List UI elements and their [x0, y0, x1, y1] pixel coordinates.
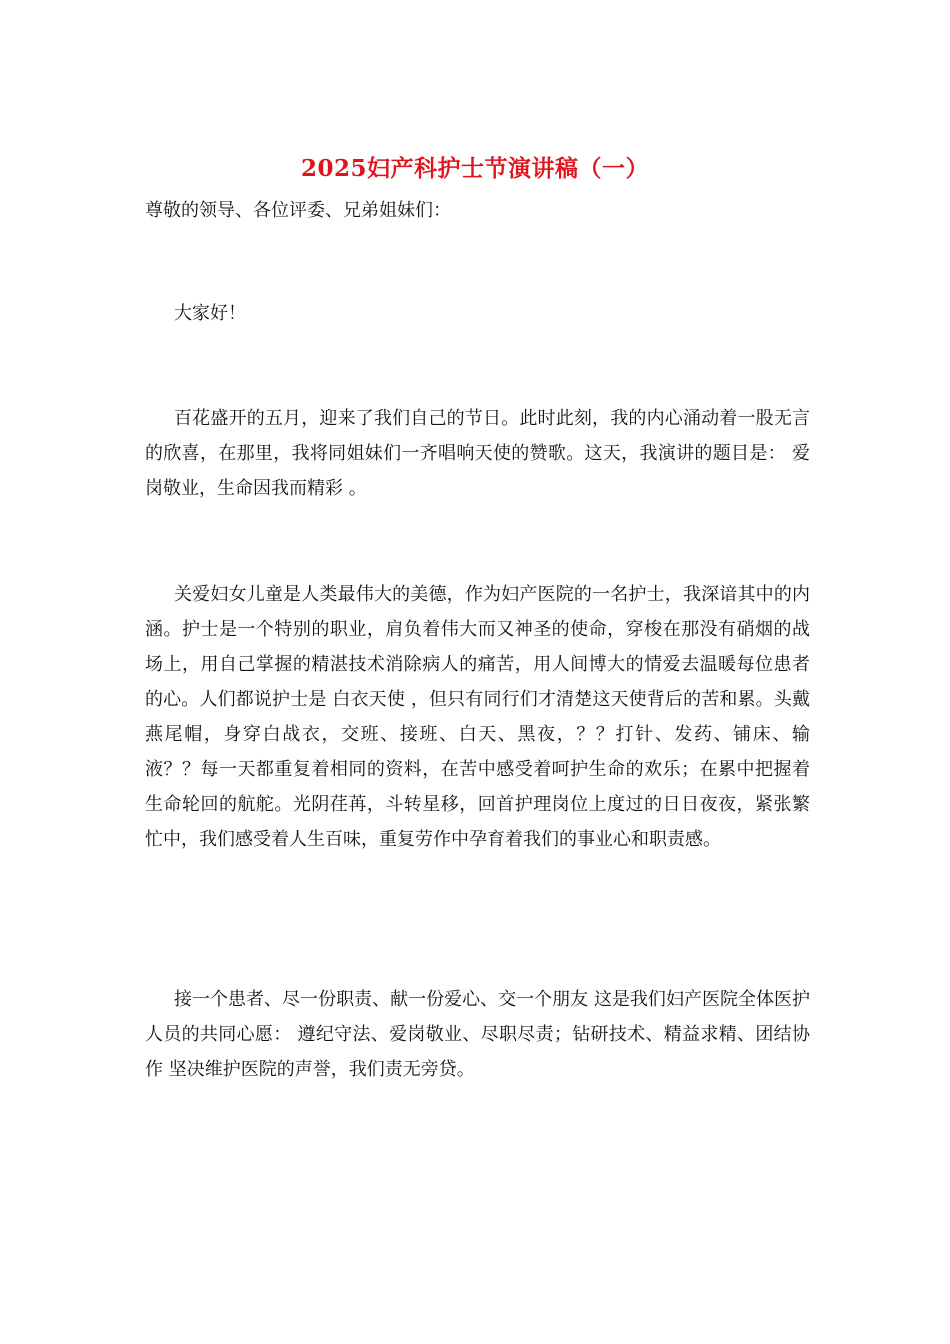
paragraph-2: 关爱妇女儿童是人类最伟大的美德，作为妇产医院的一名护士，我深谙其中的内涵。护士是一个特别的职业，肩负着伟大而又神圣的使命，穿梭在那没有硝烟的战场上，用自己掌握的精湛技术消除病人的痛苦，用人间博大的情爱去温暖每位患者的心。人们都说护士是 白衣天使 ，但只有同行们才清楚这天使背后的苦和累。头戴燕尾帽，身穿白战衣，交班、接班、白天、黑夜，？？打针、发药、铺床、输液？？每一天都重复着相同的资料，在苦中感受着呵护生命的欢乐；在累中把握着生命轮回的航舵。光阴荏苒，斗转星移，回首护理岗位上度过的日日夜夜，紧张繁忙中，我们感受着人生百味，重复劳作中孕育着我们的事业心和职责感。 — [145, 584, 810, 850]
paragraph-1: 百花盛开的五月，迎来了我们自己的节日。此时此刻，我的内心涌动着一股无言的欣喜，在那里，我将同姐妹们一齐唱响天使的赞歌。这天，我演讲的题目是： 爱岗敬业，生命因我而精彩 。 — [145, 408, 810, 499]
greeting: 大家好！ — [174, 303, 246, 324]
document-title: 2025妇产科护士节演讲稿（一） — [300, 155, 649, 182]
salutation: 尊敬的领导、各位评委、兄弟姐妹们： — [145, 200, 451, 221]
paragraph-3: 接一个患者、尽一份职责、献一份爱心、交一个朋友 这是我们妇产医院全体医护人员的共同心愿： 遵纪守法、爱岗敬业、尽职尽责；钻研技术、精益求精、团结协作 坚决维护医院的声誉，我们责无旁贷。 — [145, 989, 810, 1080]
